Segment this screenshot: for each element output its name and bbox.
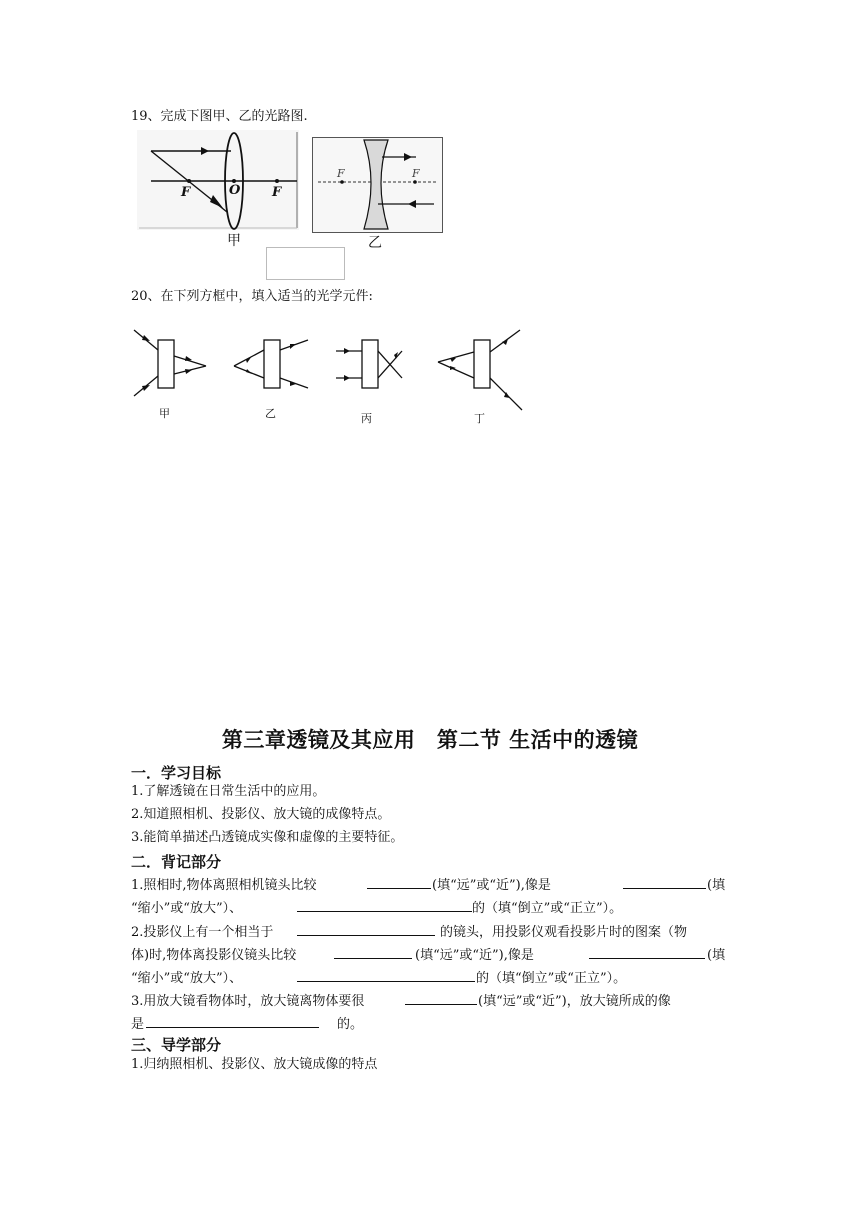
guide-item-1: 1.归纳照相机、投影仪、放大镜成像的特点 (131, 1057, 378, 1072)
p3-blank-distance[interactable] (405, 991, 477, 1005)
figure-jia-label-f-left: F (181, 185, 191, 200)
question-20-text: 20、在下列方框中，填入适当的光学元件: (131, 289, 373, 304)
p3-text-a: 3.用放大镜看物体时，放大镜离物体要很 (131, 994, 365, 1009)
figure-jia-label-o: O (229, 183, 241, 198)
heading-learning-goals: 一．学习目标 (131, 764, 222, 782)
figure-yi-label-f-left: F (337, 167, 345, 180)
p1-text-a: 1.照相时,物体离照相机镜头比较 (131, 878, 317, 893)
goal-item-2: 2.知道照相机、投影仪、放大镜的成像特点。 (131, 807, 391, 822)
p2-blank-size[interactable] (589, 945, 705, 959)
goal-item-1: 1.了解透镜在日常生活中的应用。 (131, 784, 326, 799)
p2-text-c: 体)时,物体离投影仪镜头比较 (131, 948, 297, 963)
figure-yi-caption: 乙 (368, 235, 382, 251)
heading-guided-study: 三、导学部分 (131, 1036, 222, 1054)
figure-yi-label-f-right: F (412, 167, 420, 180)
p2-blank-orientation[interactable] (297, 968, 475, 982)
figure-q20-caption-yi: 乙 (265, 407, 276, 420)
p1-text-d: “缩小”或“放大”）、 (131, 901, 243, 916)
figure-yi-concave-lens (312, 137, 443, 233)
figure-jia-caption: 甲 (227, 233, 241, 249)
p2-blank-lens[interactable] (297, 922, 435, 936)
p1-text-b: (填“远”或“近”),像是 (432, 878, 551, 893)
figure-q20-caption-ding: 丁 (474, 412, 485, 425)
section-title: 第三章透镜及其应用 第二节 生活中的透镜 (221, 728, 639, 752)
figure-q20-optical-boxes (130, 318, 530, 422)
p1-text-c: (填 (707, 878, 726, 893)
p3-blank-image[interactable] (146, 1014, 319, 1028)
p3-text-c: 是 (131, 1017, 145, 1032)
figure-q20-caption-jia: 甲 (159, 407, 170, 420)
p1-blank-orientation[interactable] (297, 898, 472, 912)
p1-blank-distance[interactable] (367, 875, 431, 889)
p1-text-e: 的（填“倒立”或“正立”）。 (472, 901, 623, 916)
figure-jia-convex-lens (137, 130, 299, 230)
goal-item-3: 3.能简单描述凸透镜成实像和虚像的主要特征。 (131, 830, 404, 845)
p1-blank-size[interactable] (623, 875, 706, 889)
p2-text-f: “缩小”或“放大”）、 (131, 971, 243, 986)
p2-text-b: 的镜头，用投影仪观看投影片时的图案（物 (440, 925, 688, 940)
p2-text-e: (填 (707, 948, 726, 963)
figure-jia-label-f-right: F (272, 185, 282, 200)
p3-text-b: (填“远”或“近”)，放大镜所成的像 (478, 994, 671, 1009)
p2-blank-distance[interactable] (334, 945, 412, 959)
question-19-text: 19、完成下图甲、乙的光路图. (131, 109, 308, 124)
p2-text-g: 的（填“倒立”或“正立”）。 (476, 971, 627, 986)
p2-text-d: (填“远”或“近”),像是 (415, 948, 534, 963)
p3-text-d: 的。 (337, 1017, 364, 1032)
p2-text-a: 2.投影仪上有一个相当于 (131, 925, 274, 940)
empty-answer-box (266, 247, 345, 280)
heading-memorize: 二．背记部分 (131, 853, 222, 871)
figure-q20-caption-bing: 丙 (361, 412, 372, 425)
